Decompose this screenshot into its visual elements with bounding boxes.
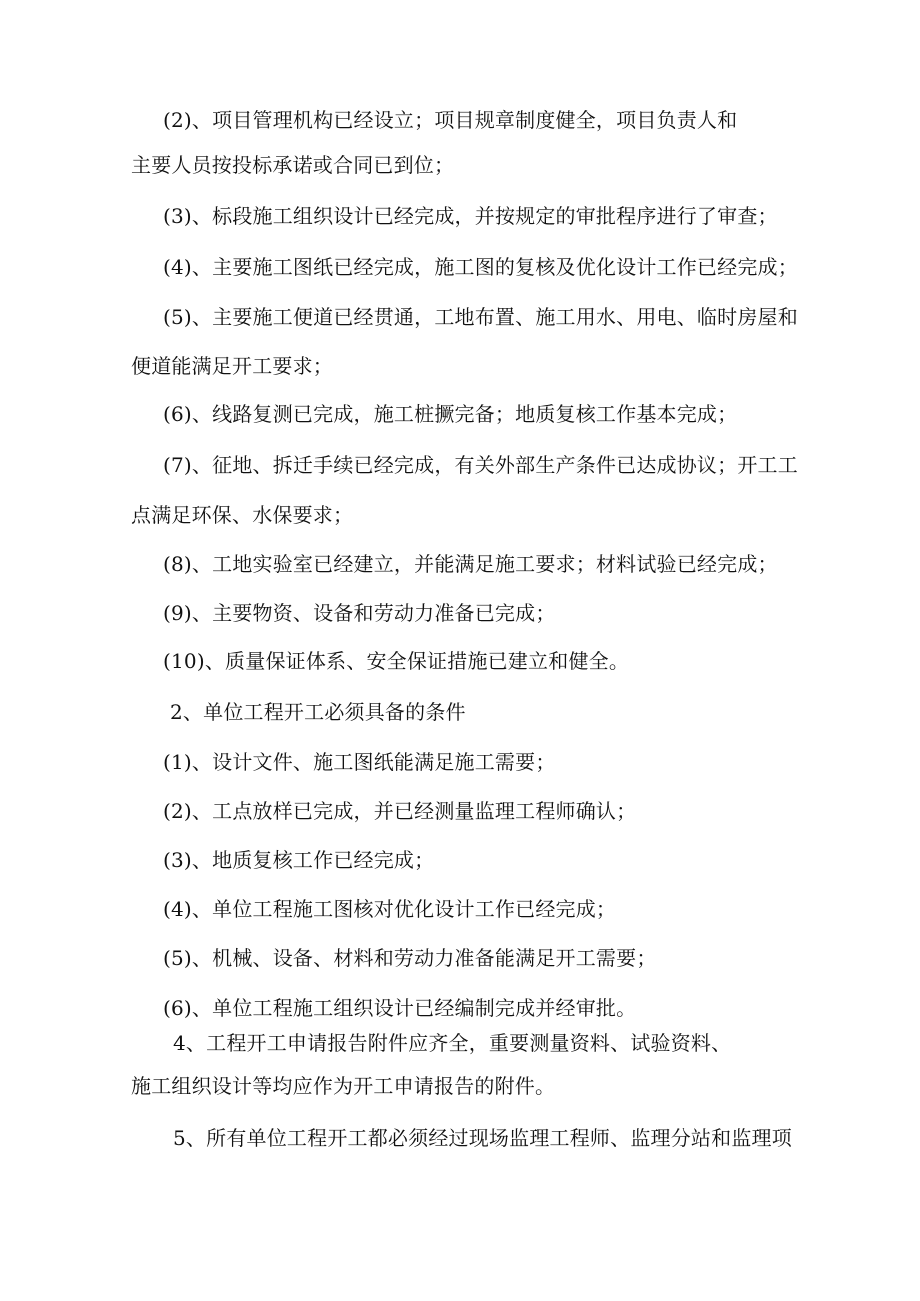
text-line: (2)、工点放样已完成，并已经测量监理工程师确认； [163,799,637,823]
text-line: 施工组织设计等均应作为开工申请报告的附件。 [131,1074,556,1098]
text-line: (4)、单位工程施工图核对优化设计工作已经完成； [163,897,617,921]
text-line: 便道能满足开工要求； [131,354,333,378]
text-line: 点满足环保、水保要求； [131,503,354,527]
text-line: (2)、项目管理机构已经设立；项目规章制度健全，项目负责人和 [163,108,738,132]
section-heading: 2、单位工程开工必须具备的条件 [170,700,466,724]
text-line: 4、工程开工申请报告附件应齐全，重要测量资料、试验资料、 [173,1031,732,1055]
text-line: 5、所有单位工程开工都必须经过现场监理工程师、监理分站和监理项 [173,1126,792,1150]
text-line: (3)、标段施工组织设计已经完成，并按规定的审批程序进行了审查； [163,204,778,228]
text-line: (5)、机械、设备、材料和劳动力准备能满足开工需要； [163,946,657,970]
text-line: (6)、单位工程施工组织设计已经编制完成并经审批。 [163,996,637,1020]
text-line: (10)、质量保证体系、安全保证措施已建立和健全。 [163,649,630,673]
text-line: (6)、线路复测已完成，施工桩撅完备；地质复核工作基本完成； [163,402,738,426]
text-line: (3)、地质复核工作已经完成； [163,848,435,872]
text-line: (8)、工地实验室已经建立，并能满足施工要求；材料试验已经完成； [163,552,778,576]
text-line: (5)、主要施工便道已经贯通，工地布置、施工用水、用电、临时房屋和 [163,305,798,329]
text-line: 主要人员按投标承诺或合同已到位； [131,153,455,177]
text-line: (7)、征地、拆迁手续已经完成，有关外部生产条件已达成协议；开工工 [163,453,798,477]
text-line: (4)、主要施工图纸已经完成，施工图的复核及优化设计工作已经完成； [163,255,798,279]
text-line: (9)、主要物资、设备和劳动力准备已完成； [163,601,556,625]
text-line: (1)、设计文件、施工图纸能满足施工需要； [163,750,556,774]
